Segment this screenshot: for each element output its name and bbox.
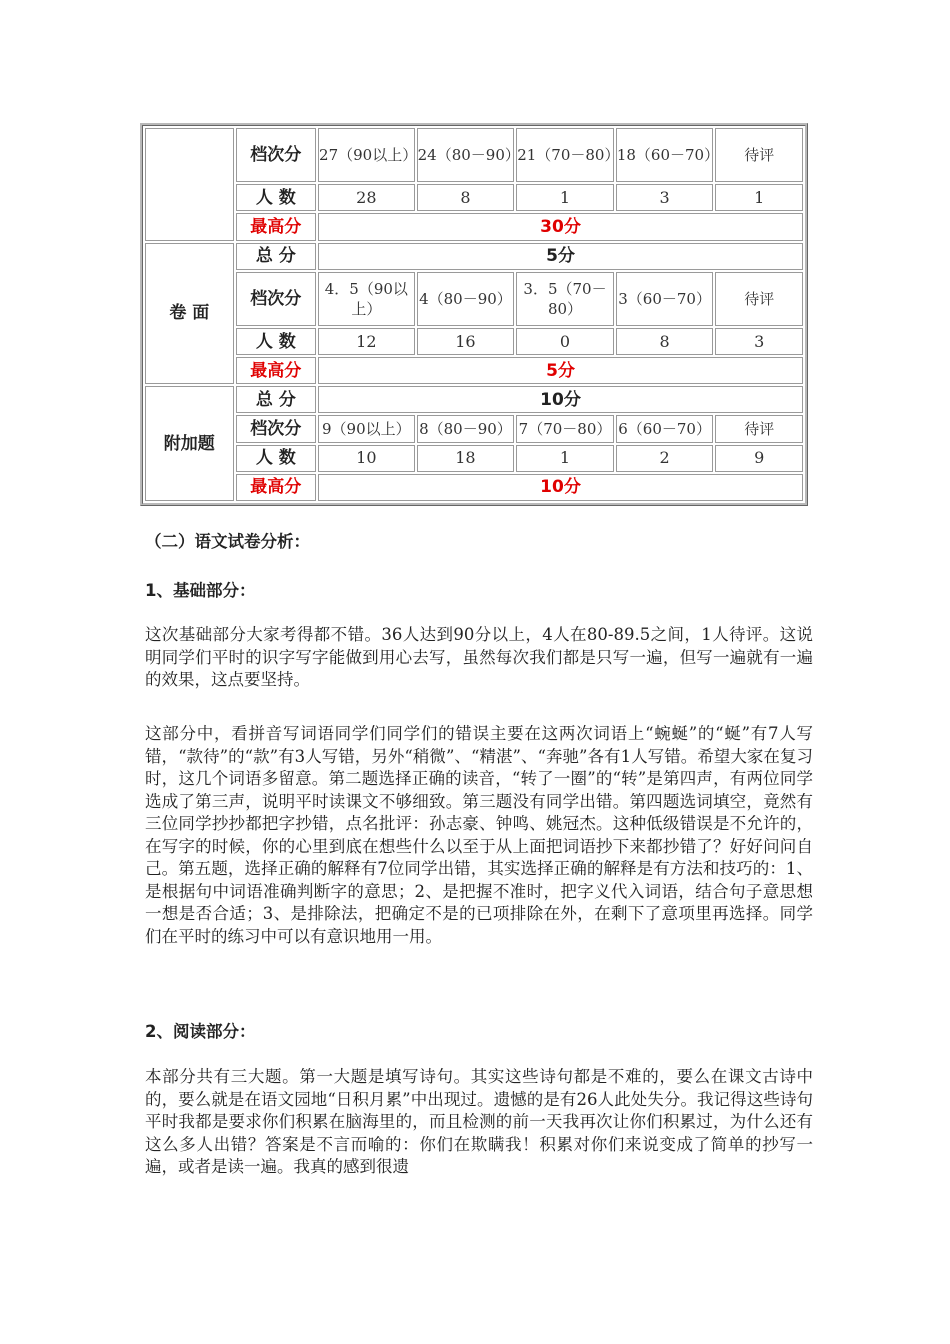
score-table (140, 123, 808, 506)
part2-title: 2、阅读部分： (145, 1022, 256, 1041)
max-value: 30分 (318, 213, 803, 240)
level-cell: 4．5（90以上） (318, 272, 415, 326)
group-name: 附加题 (145, 386, 234, 501)
levels-label: 档次分 (236, 415, 316, 442)
table-row (145, 272, 803, 326)
score-grid (143, 126, 805, 503)
count-cell: 18 (417, 445, 515, 472)
level-cell: 27（90以上） (318, 128, 415, 182)
level-cell: 待评 (715, 415, 803, 442)
table-row (145, 213, 803, 240)
table-row (145, 128, 803, 182)
part1-title: 1、基础部分： (145, 581, 256, 600)
max-label: 最高分 (236, 213, 316, 240)
count-cell: 8 (616, 328, 714, 355)
table-row (145, 328, 803, 355)
table-row (145, 445, 803, 472)
table-row (145, 386, 803, 413)
table-row (145, 243, 803, 270)
level-cell: 待评 (715, 128, 803, 182)
count-cell: 10 (318, 445, 415, 472)
table-row (145, 357, 803, 384)
level-cell: 8（80－90） (417, 415, 515, 442)
count-label: 人 数 (236, 445, 316, 472)
count-cell: 9 (715, 445, 803, 472)
total-value: 5分 (318, 243, 803, 270)
level-cell: 待评 (715, 272, 803, 326)
level-cell: 3（60－70） (616, 272, 714, 326)
count-cell: 16 (417, 328, 515, 355)
max-label: 最高分 (236, 357, 316, 384)
level-cell: 3．5（70－80） (516, 272, 614, 326)
count-cell: 28 (318, 184, 415, 211)
count-label: 人 数 (236, 328, 316, 355)
level-cell: 4（80－90） (417, 272, 515, 326)
count-cell: 1 (516, 184, 614, 211)
group-cell-empty (145, 128, 234, 241)
max-value: 5分 (318, 357, 803, 384)
count-cell: 12 (318, 328, 415, 355)
level-cell: 24（80－90） (417, 128, 515, 182)
part2-paragraph-1: 本部分共有三大题。第一大题是填写诗句。其实这些诗句都是不难的，要么在课文古诗中的，要么就是在语文园地“日积月累”中出现过。遗憾的是有26人此处失分。我记得这些诗句平时我都是要求你们积累在脑海里的，而且检测的前一天我再次让你们积累过，为什么还有这么多人出错？答案是不言而喻的：你们在欺瞒我！积累对你们来说变成了简单的抄写一遍，或者是读一遍。我真的感到很遗 (145, 1067, 813, 1176)
part1-paragraph-2: 这部分中，看拼音写词语同学们同学们的错误主要在这两次词语上“蜿蜒”的“蜒”有7人写错，“款待”的“款”有3人写错，另外“稍微”、“精湛”、“奔驰”各有1人写错。希望大家在复习时，这几个词语多留意。第二题选择正确的读音，“转了一圈”的“转”是第四声，有两位同学选成了第三声，说明平时读课文不够细致。第三题没有同学出错。第四题选词填空，竟然有三位同学抄抄都把字抄错，点名批评：孙志豪、钟鸣、姚冠杰。这种低级错误是不允许的，在写字的时候，你的心里到底在想些什么以至于从上面把词语抄下来都抄错了？好好问问自己。第五题，选择正确的解释有7位同学出错，其实选择正确的解释是有方法和技巧的：1、是根据句中词语准确判断字的意思；2、是把握不准时，把字义代入词语，结合句子意思想一想是否合适；3、是排除法，把确定不是的已项排除在外，在剩下了意项里再选择。同学们在平时的练习中可以有意识地用一用。 (145, 724, 813, 946)
count-cell: 1 (715, 184, 803, 211)
count-cell: 8 (417, 184, 515, 211)
count-label: 人 数 (236, 184, 316, 211)
section-title: （二）语文试卷分析： (145, 532, 310, 551)
part1-paragraph-1: 这次基础部分大家考得都不错。36人达到90分以上，4人在80-89.5之间，1人待评。这说明同学们平时的识字写字能做到用心去写，虽然每次我们都是只写一遍，但写一遍就有一遍的效果，这点要坚持。 (145, 625, 813, 689)
total-value: 10分 (318, 386, 803, 413)
max-label: 最高分 (236, 474, 316, 501)
total-label: 总 分 (236, 386, 316, 413)
table-row (145, 474, 803, 501)
table-row (145, 415, 803, 442)
level-cell: 18（60－70） (616, 128, 714, 182)
count-cell: 0 (516, 328, 614, 355)
level-cell: 21（70－80） (516, 128, 614, 182)
max-value: 10分 (318, 474, 803, 501)
group-name: 卷 面 (145, 243, 234, 385)
table-row (145, 184, 803, 211)
count-cell: 1 (516, 445, 614, 472)
count-cell: 3 (715, 328, 803, 355)
total-label: 总 分 (236, 243, 316, 270)
levels-label: 档次分 (236, 272, 316, 326)
levels-label: 档次分 (236, 128, 316, 182)
count-cell: 2 (616, 445, 714, 472)
count-cell: 3 (616, 184, 714, 211)
level-cell: 6（60－70） (616, 415, 714, 442)
level-cell: 7（70－80） (516, 415, 614, 442)
level-cell: 9（90以上） (318, 415, 415, 442)
